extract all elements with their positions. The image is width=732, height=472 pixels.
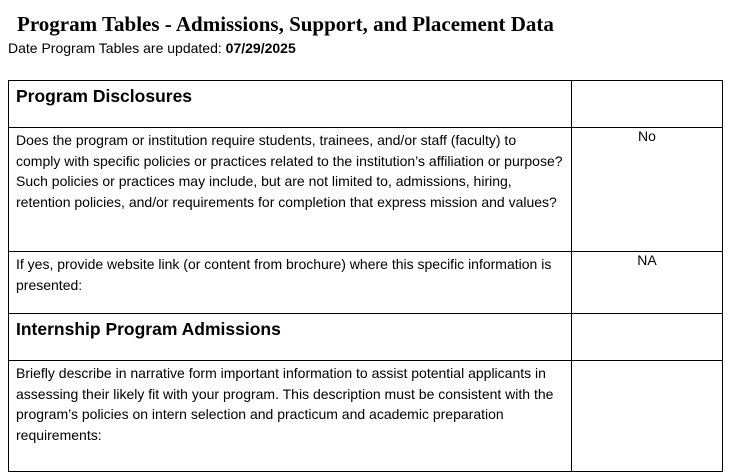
section-heading-internship-admissions: Internship Program Admissions — [16, 319, 281, 339]
table-cell — [9, 128, 572, 252]
table-cell — [9, 314, 572, 361]
updated-date-value: 07/29/2025 — [225, 40, 296, 56]
table-row — [9, 314, 723, 361]
table-cell-empty — [572, 81, 723, 128]
question-institution-policies: Does the program or institution require students, trainees, and/or staff (faculty) to comply with specific policies or practices related to the institution’s affiliation or purpose? Such policies or practices may include, but are not limited to, admissions, hiring, retention policies, and/or requirements for completion that express mission and values? — [16, 132, 563, 210]
table-cell — [9, 81, 572, 128]
updated-date-label: Date Program Tables are updated: — [8, 40, 222, 56]
table-row — [9, 128, 723, 252]
table-cell — [9, 361, 572, 472]
section-heading-program-disclosures: Program Disclosures — [16, 86, 193, 106]
program-table — [8, 80, 723, 472]
table-cell-empty — [572, 314, 723, 361]
answer-website-link: NA — [572, 252, 723, 314]
answer-institution-policies: No — [572, 128, 723, 252]
answer-applicant-fit — [572, 361, 723, 472]
question-applicant-fit: Briefly describe in narrative form important information to assist potential applicants in assessing their likely fit with your program. This description must be consistent with the program’s policies on intern selection and practicum and academic preparation requirements: — [16, 365, 554, 443]
updated-date-line — [8, 39, 296, 57]
question-website-link: If yes, provide website link (or content from brochure) where this specific information is presented: — [16, 256, 552, 293]
table-row — [9, 81, 723, 128]
table-row — [9, 252, 723, 314]
table-row — [9, 361, 723, 472]
document-title: Program Tables - Admissions, Support, and Placement Data — [17, 12, 554, 36]
table-cell — [9, 252, 572, 314]
